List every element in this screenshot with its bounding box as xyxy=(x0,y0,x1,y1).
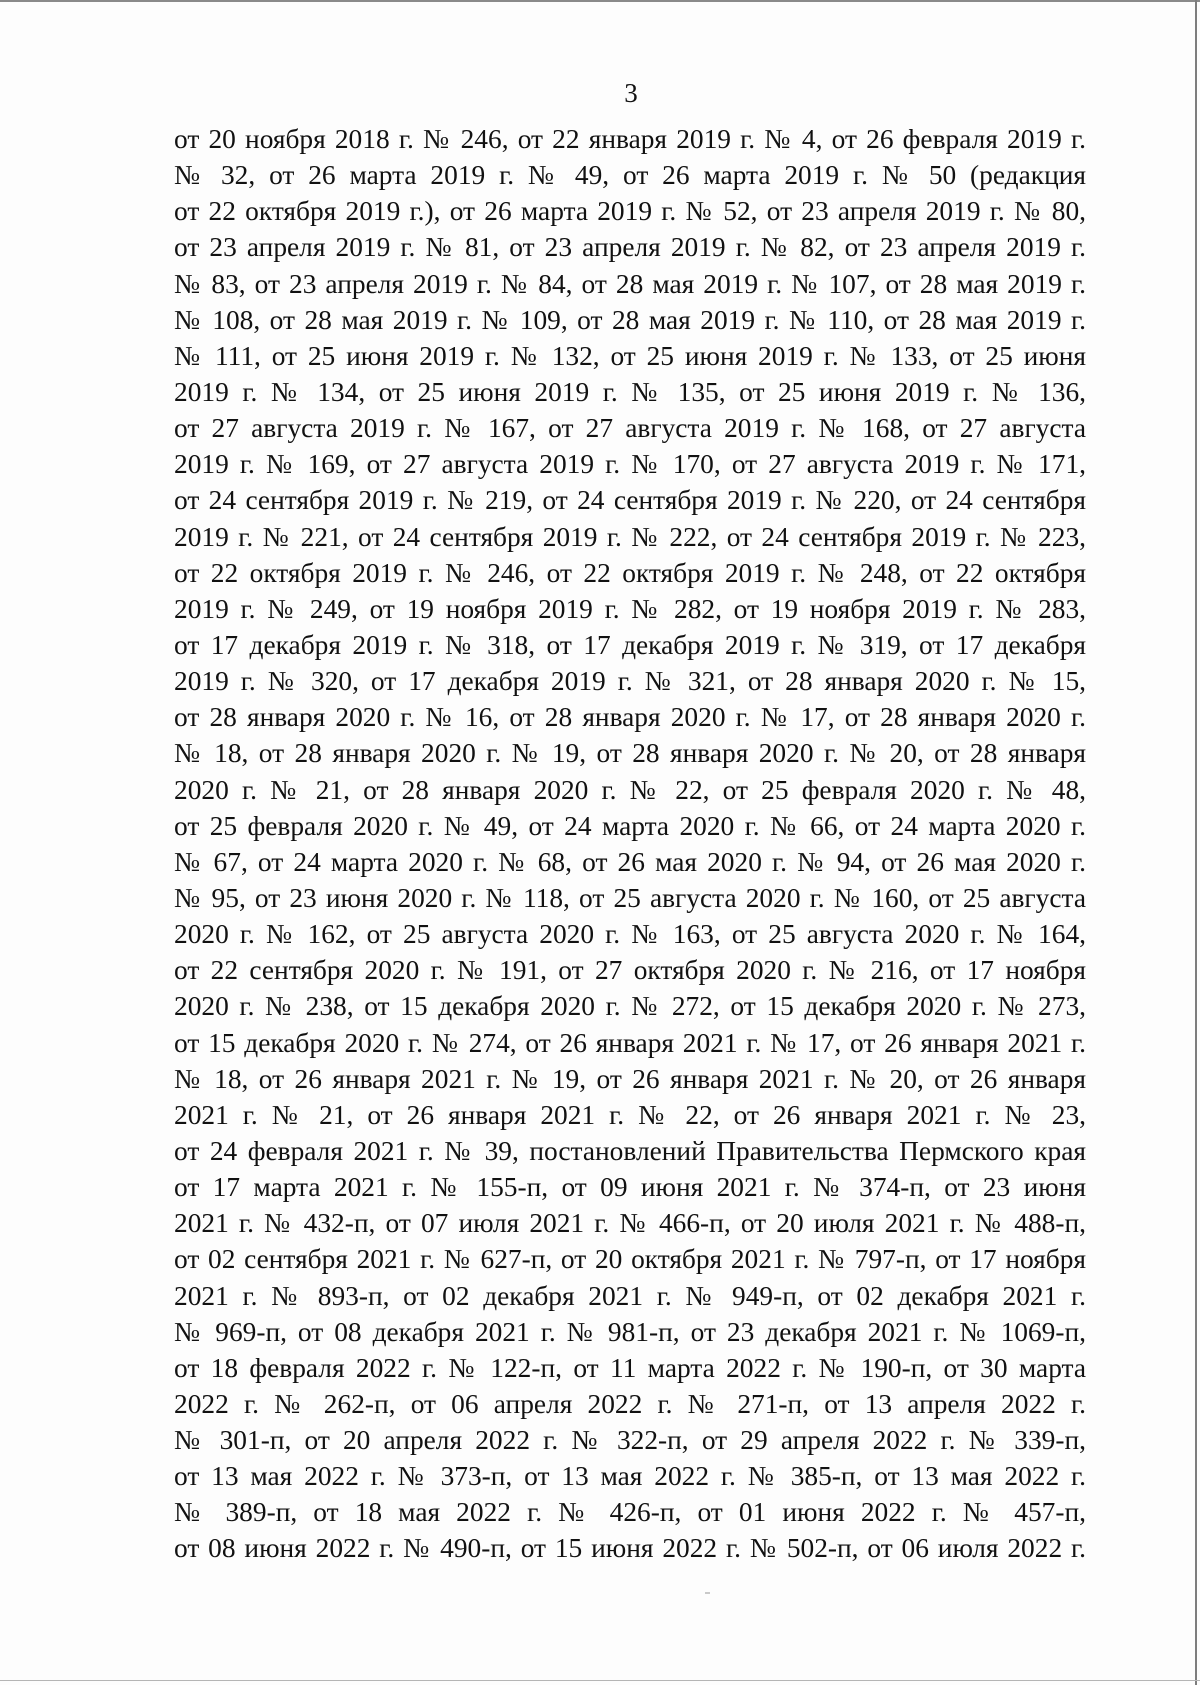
text-line: 2019 г. № 249, от 19 ноября 2019 г. № 282, от 19 ноября 2019 г. № 283, xyxy=(174,593,1086,624)
text-line: от 24 сентября 2019 г. № 219, от 24 сентября 2019 г. № 220, от 24 сентября xyxy=(174,485,1086,516)
text-line: 2019 г. № 134, от 25 июня 2019 г. № 135, от 25 июня 2019 г. № 136, xyxy=(174,376,1086,407)
text-line: от 28 января 2020 г. № 16, от 28 января 2020 г. № 17, от 28 января 2020 г. xyxy=(174,702,1086,733)
text-line: от 23 апреля 2019 г. № 81, от 23 апреля 2019 г. № 82, от 23 апреля 2019 г. xyxy=(174,232,1086,263)
text-line: № 95, от 23 июня 2020 г. № 118, от 25 августа 2020 г. № 160, от 25 августа xyxy=(174,882,1086,913)
scan-speck xyxy=(705,1592,710,1594)
text-line: № 969-п, от 08 декабря 2021 г. № 981-п, от 23 декабря 2021 г. № 1069-п, xyxy=(174,1316,1086,1347)
text-line: 2020 г. № 162, от 25 августа 2020 г. № 163, от 25 августа 2020 г. № 164, xyxy=(174,919,1086,950)
text-line: от 22 октября 2019 г. № 246, от 22 октября 2019 г. № 248, от 22 октября xyxy=(174,557,1086,588)
page-edge-bottom xyxy=(0,1680,1200,1681)
text-line: 2022 г. № 262-п, от 06 апреля 2022 г. № 271-п, от 13 апреля 2022 г. xyxy=(174,1388,1086,1419)
text-line: 2020 г. № 21, от 28 января 2020 г. № 22, от 25 февраля 2020 г. № 48, xyxy=(174,774,1086,805)
text-line: № 18, от 26 января 2021 г. № 19, от 26 января 2021 г. № 20, от 26 января xyxy=(174,1063,1086,1094)
text-line: 2021 г. № 893-п, от 02 декабря 2021 г. № 949-п, от 02 декабря 2021 г. xyxy=(174,1280,1086,1311)
text-line: от 22 сентября 2020 г. № 191, от 27 октября 2020 г. № 216, от 17 ноября xyxy=(174,955,1086,986)
text-line: от 20 ноября 2018 г. № 246, от 22 января 2019 г. № 4, от 26 февраля 2019 г. xyxy=(174,124,1086,154)
text-line: № 389-п, от 18 мая 2022 г. № 426-п, от 01 июня 2022 г. № 457-п, xyxy=(174,1497,1086,1528)
page-number: 3 xyxy=(624,78,638,108)
text-line: от 17 декабря 2019 г. № 318, от 17 декабря 2019 г. № 319, от 17 декабря xyxy=(174,629,1086,660)
text-line: № 108, от 28 мая 2019 г. № 109, от 28 мая 2019 г. № 110, от 28 мая 2019 г. xyxy=(174,304,1086,335)
text-line: № 301-п, от 20 апреля 2022 г. № 322-п, от 29 апреля 2022 г. № 339-п, xyxy=(174,1425,1086,1456)
text-line: № 32, от 26 марта 2019 г. № 49, от 26 марта 2019 г. № 50 (редакция xyxy=(174,160,1086,191)
text-line: № 67, от 24 марта 2020 г. № 68, от 26 мая 2020 г. № 94, от 26 мая 2020 г. xyxy=(174,846,1086,877)
text-line: № 18, от 28 января 2020 г. № 19, от 28 января 2020 г. № 20, от 28 января xyxy=(174,738,1086,769)
text-line: от 15 декабря 2020 г. № 274, от 26 января 2021 г. № 17, от 26 января 2021 г. xyxy=(174,1027,1086,1058)
text-line: 2021 г. № 432-п, от 07 июля 2021 г. № 466-п, от 20 июля 2021 г. № 488-п, xyxy=(174,1208,1086,1239)
page-edge-right xyxy=(1195,0,1197,1685)
text-line: 2019 г. № 169, от 27 августа 2019 г. № 170, от 27 августа 2019 г. № 171, xyxy=(174,449,1086,480)
text-line: 2021 г. № 21, от 26 января 2021 г. № 22, от 26 января 2021 г. № 23, xyxy=(174,1099,1086,1130)
text-line: от 13 мая 2022 г. № 373-п, от 13 мая 2022 г. № 385-п, от 13 мая 2022 г. xyxy=(174,1461,1086,1492)
text-line: № 111, от 25 июня 2019 г. № 132, от 25 июня 2019 г. № 133, от 25 июня xyxy=(174,340,1086,371)
text-line: от 02 сентября 2021 г. № 627-п, от 20 октября 2021 г. № 797-п, от 17 ноября xyxy=(174,1244,1086,1275)
page-edge-top xyxy=(0,0,1200,2)
text-line: 2019 г. № 320, от 17 декабря 2019 г. № 321, от 28 января 2020 г. № 15, xyxy=(174,666,1086,697)
text-line: от 22 октября 2019 г.), от 26 марта 2019 г. № 52, от 23 апреля 2019 г. № 80, xyxy=(174,196,1086,227)
text-line: 2019 г. № 221, от 24 сентября 2019 г. № 222, от 24 сентября 2019 г. № 223, xyxy=(174,521,1086,552)
text-line: от 24 февраля 2021 г. № 39, постановлений Правительства Пермского края xyxy=(174,1135,1086,1166)
text-line: от 17 марта 2021 г. № 155-п, от 09 июня 2021 г. № 374-п, от 23 июня xyxy=(174,1172,1086,1203)
text-line: от 25 февраля 2020 г. № 49, от 24 марта 2020 г. № 66, от 24 марта 2020 г. xyxy=(174,810,1086,841)
text-line: 2020 г. № 238, от 15 декабря 2020 г. № 272, от 15 декабря 2020 г. № 273, xyxy=(174,991,1086,1022)
text-line: от 27 августа 2019 г. № 167, от 27 августа 2019 г. № 168, от 27 августа xyxy=(174,413,1086,444)
text-line: от 08 июня 2022 г. № 490-п, от 15 июня 2022 г. № 502-п, от 06 июля 2022 г. xyxy=(174,1533,1086,1564)
text-line: от 18 февраля 2022 г. № 122-п, от 11 марта 2022 г. № 190-п, от 30 марта xyxy=(174,1352,1086,1383)
text-line: № 83, от 23 апреля 2019 г. № 84, от 28 мая 2019 г. № 107, от 28 мая 2019 г. xyxy=(174,268,1086,299)
document-body xyxy=(174,121,1086,1567)
